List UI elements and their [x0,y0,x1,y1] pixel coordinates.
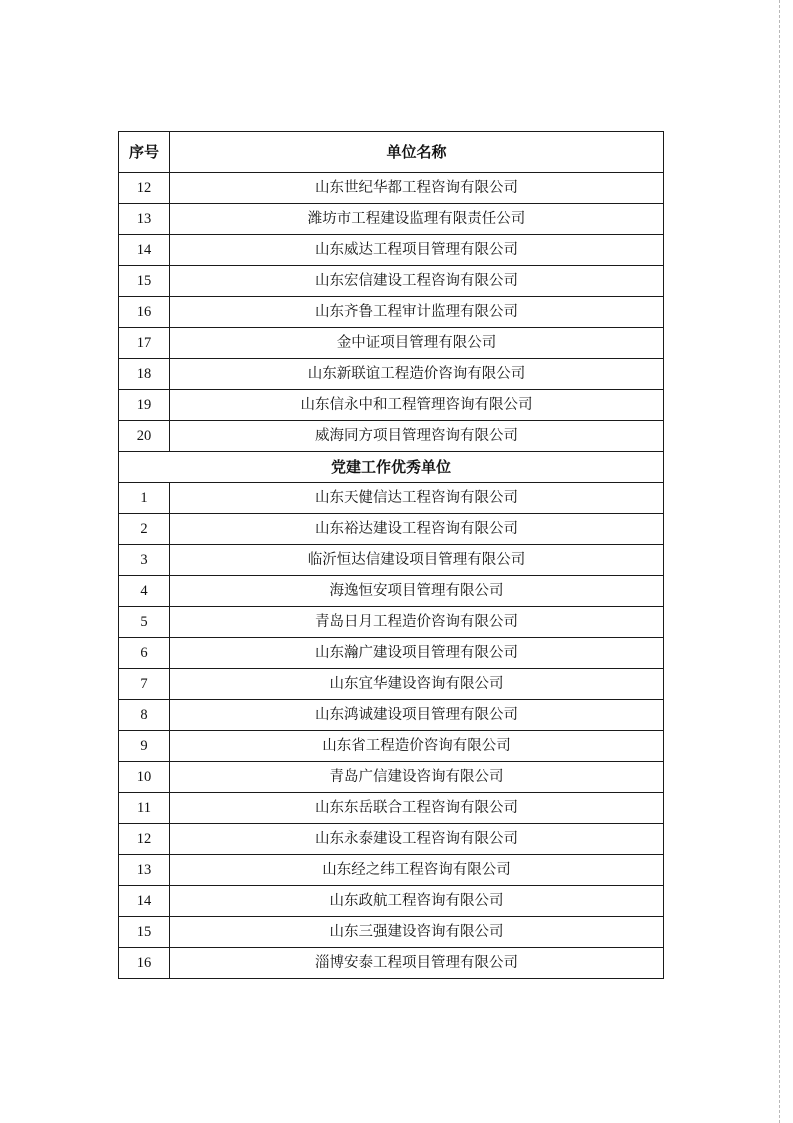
row-company-name: 淄博安泰工程项目管理有限公司 [170,948,664,979]
table-row [119,607,664,638]
table-row [119,700,664,731]
row-number: 17 [119,328,170,359]
row-number: 14 [119,235,170,266]
row-company-name: 山东宜华建设咨询有限公司 [170,669,664,700]
row-company-name: 山东新联谊工程造价咨询有限公司 [170,359,664,390]
row-number: 10 [119,762,170,793]
row-number: 4 [119,576,170,607]
row-number: 12 [119,173,170,204]
row-company-name: 金中证项目管理有限公司 [170,328,664,359]
row-company-name: 山东信永中和工程管理咨询有限公司 [170,390,664,421]
table-row [119,359,664,390]
row-number: 16 [119,948,170,979]
row-number: 14 [119,886,170,917]
row-number: 15 [119,266,170,297]
row-company-name: 山东永泰建设工程咨询有限公司 [170,824,664,855]
row-number: 13 [119,204,170,235]
table-row [119,266,664,297]
scan-edge-line [779,0,780,1123]
table-row [119,669,664,700]
table-header-row [119,132,664,173]
table-row [119,886,664,917]
table-row [119,173,664,204]
section-title: 党建工作优秀单位 [119,452,664,483]
row-company-name: 山东东岳联合工程咨询有限公司 [170,793,664,824]
row-company-name: 潍坊市工程建设监理有限责任公司 [170,204,664,235]
table-row [119,328,664,359]
row-number: 18 [119,359,170,390]
row-number: 20 [119,421,170,452]
row-company-name: 山东天健信达工程咨询有限公司 [170,483,664,514]
table-row [119,235,664,266]
row-company-name: 山东威达工程项目管理有限公司 [170,235,664,266]
row-company-name: 临沂恒达信建设项目管理有限公司 [170,545,664,576]
table-row [119,638,664,669]
table-row [119,545,664,576]
row-number: 9 [119,731,170,762]
row-number: 19 [119,390,170,421]
table-row [119,514,664,545]
row-number: 7 [119,669,170,700]
row-number: 5 [119,607,170,638]
table-row [119,824,664,855]
row-company-name: 山东鸿诚建设项目管理有限公司 [170,700,664,731]
table-row [119,948,664,979]
row-number: 6 [119,638,170,669]
header-name: 单位名称 [170,132,664,173]
row-company-name: 山东经之纬工程咨询有限公司 [170,855,664,886]
row-company-name: 山东三强建设咨询有限公司 [170,917,664,948]
table-row [119,855,664,886]
header-number: 序号 [119,132,170,173]
row-company-name: 山东齐鲁工程审计监理有限公司 [170,297,664,328]
row-company-name: 山东裕达建设工程咨询有限公司 [170,514,664,545]
row-number: 12 [119,824,170,855]
row-company-name: 青岛广信建设咨询有限公司 [170,762,664,793]
company-list-table [118,131,664,979]
row-number: 1 [119,483,170,514]
row-company-name: 山东世纪华都工程咨询有限公司 [170,173,664,204]
table-row [119,762,664,793]
row-number: 16 [119,297,170,328]
table-row [119,731,664,762]
row-number: 13 [119,855,170,886]
row-number: 8 [119,700,170,731]
row-number: 3 [119,545,170,576]
table-row [119,204,664,235]
table-row [119,917,664,948]
table-row [119,483,664,514]
row-company-name: 威海同方项目管理咨询有限公司 [170,421,664,452]
row-number: 2 [119,514,170,545]
section-header-row [119,452,664,483]
row-company-name: 山东省工程造价咨询有限公司 [170,731,664,762]
row-company-name: 山东宏信建设工程咨询有限公司 [170,266,664,297]
row-company-name: 海逸恒安项目管理有限公司 [170,576,664,607]
table-row [119,390,664,421]
table-row [119,421,664,452]
row-company-name: 山东政航工程咨询有限公司 [170,886,664,917]
row-company-name: 青岛日月工程造价咨询有限公司 [170,607,664,638]
table-row [119,576,664,607]
table-row [119,297,664,328]
row-number: 15 [119,917,170,948]
row-number: 11 [119,793,170,824]
table-body [119,173,664,979]
table-row [119,793,664,824]
row-company-name: 山东瀚广建设项目管理有限公司 [170,638,664,669]
